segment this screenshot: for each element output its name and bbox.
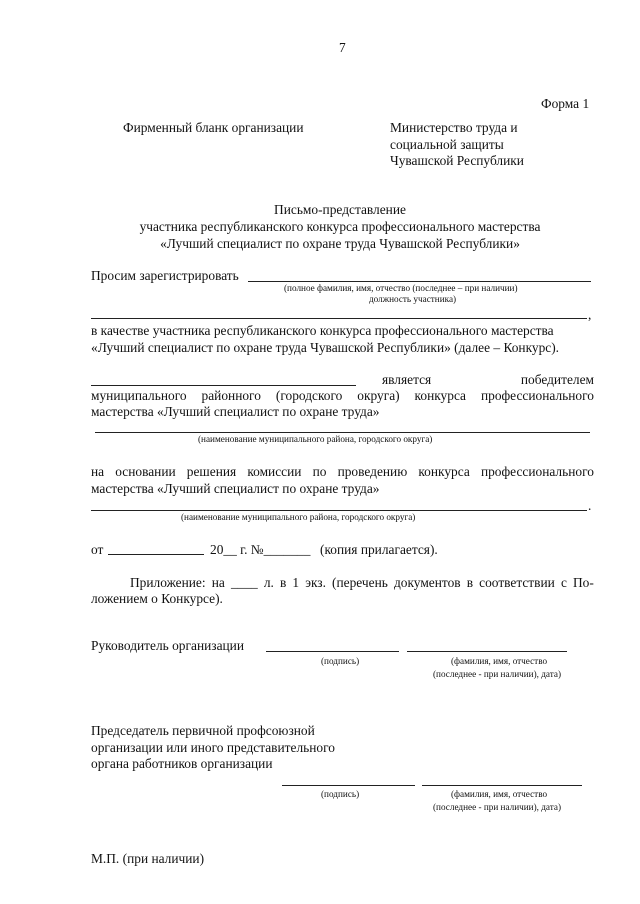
union-signature-hint: (подпись) [321,789,360,799]
addressee-line: социальной защиты [390,137,504,152]
word: решения [186,464,237,479]
word: округа) [357,388,400,403]
word: с [560,575,567,590]
head-name-hint: (последнее - при наличии), дата) [433,669,562,679]
word: (перечень [332,575,388,590]
municipality-hint-2: (наименование муниципального района, городского округа) [181,512,416,522]
as-participant-line1 [91,322,594,339]
union-name-field[interactable] [422,785,582,786]
copy-attached-label: (копия прилагается). [320,542,438,557]
title-line: Письмо-представление [274,202,406,217]
head-name-hint: (фамилия, имя, отчество [451,656,548,666]
year-number-label: 20__ г. №_______ [210,542,311,557]
union-label: Председатель первичной профсоюзной [91,723,315,738]
union-signature-field[interactable] [282,785,415,786]
period-mark: . [588,498,592,513]
union-label: организации или иного представительного [91,740,335,755]
word: конкурса [414,388,466,403]
as-participant-line2: «Лучший специалист по охране труда Чувашской Республики» (далее – Конкурс). [91,340,560,355]
attachment-line2: ложением о Конкурсе). [91,591,223,606]
word: основании [115,464,176,479]
basis-line2: мастерства «Лучший специалист по охране труда» [91,481,380,496]
participant-name-hint: (полное фамилия, имя, отчество (последнее – при наличии) [284,283,518,293]
word: по [312,464,327,479]
word: 1 [292,575,300,590]
head-signature-field[interactable] [266,651,399,652]
participant-name-field[interactable] [248,281,591,282]
word: в [466,575,474,590]
comma-mark: , [588,307,592,322]
word: (городского [275,388,343,403]
word: профессионального [480,464,594,479]
municipality-field-2[interactable] [91,510,587,511]
title-line: участника республиканского конкурса профессионального мастерства [139,219,541,234]
as-participant-text: в качестве участника республиканского конкурса профессионального мастерства [91,323,554,338]
winner-line2 [91,387,594,404]
word: Приложение: [130,575,206,590]
register-request-label: Просим зарегистрировать [91,268,239,283]
word: является [382,372,432,387]
basis-line1 [91,463,594,480]
head-name-field[interactable] [407,651,567,652]
winner-line1 [382,371,594,388]
word: л. [263,575,274,590]
head-signature-hint: (подпись) [321,656,360,666]
form-label: Форма 1 [541,96,590,111]
stamp-place-label: М.П. (при наличии) [91,851,205,866]
word: профессионального [480,388,594,403]
word: экз. [305,575,326,590]
title-line: «Лучший специалист по охране труда Чувашской Республики» [160,236,520,251]
addressee-line: Министерство труда и [390,120,518,135]
word: на [211,575,225,590]
word: По- [573,575,594,590]
participant-position-hint: должность участника) [369,294,457,304]
union-name-hint: (последнее - при наличии), дата) [433,802,562,812]
word: на [91,464,105,479]
winner-name-field[interactable] [91,385,356,386]
word: конкурса [418,464,470,479]
word: в [279,575,287,590]
union-label: органа работников организации [91,756,273,771]
winner-line3: мастерства «Лучший специалист по охране труда» [91,404,380,419]
word: проведению [337,464,408,479]
word: муниципального [91,388,187,403]
participant-position-field[interactable] [91,318,587,319]
municipality-hint-1: (наименование муниципального района, городского округа) [198,434,433,444]
word: ____ [230,575,258,590]
word: районного [201,388,261,403]
attachment-line1 [130,574,594,591]
head-label: Руководитель организации [91,638,245,653]
letterhead-label: Фирменный бланк организации [123,120,304,135]
municipality-field-1[interactable] [95,432,590,433]
page-number: 7 [339,40,346,55]
word: победителем [520,372,594,387]
addressee-line: Чувашской Республики [390,153,524,168]
word: документов [393,575,461,590]
from-label: от [91,542,104,557]
word: соответствии [479,575,555,590]
union-name-hint: (фамилия, имя, отчество [451,789,548,799]
word: комиссии [247,464,302,479]
decision-date-field[interactable] [108,554,204,555]
